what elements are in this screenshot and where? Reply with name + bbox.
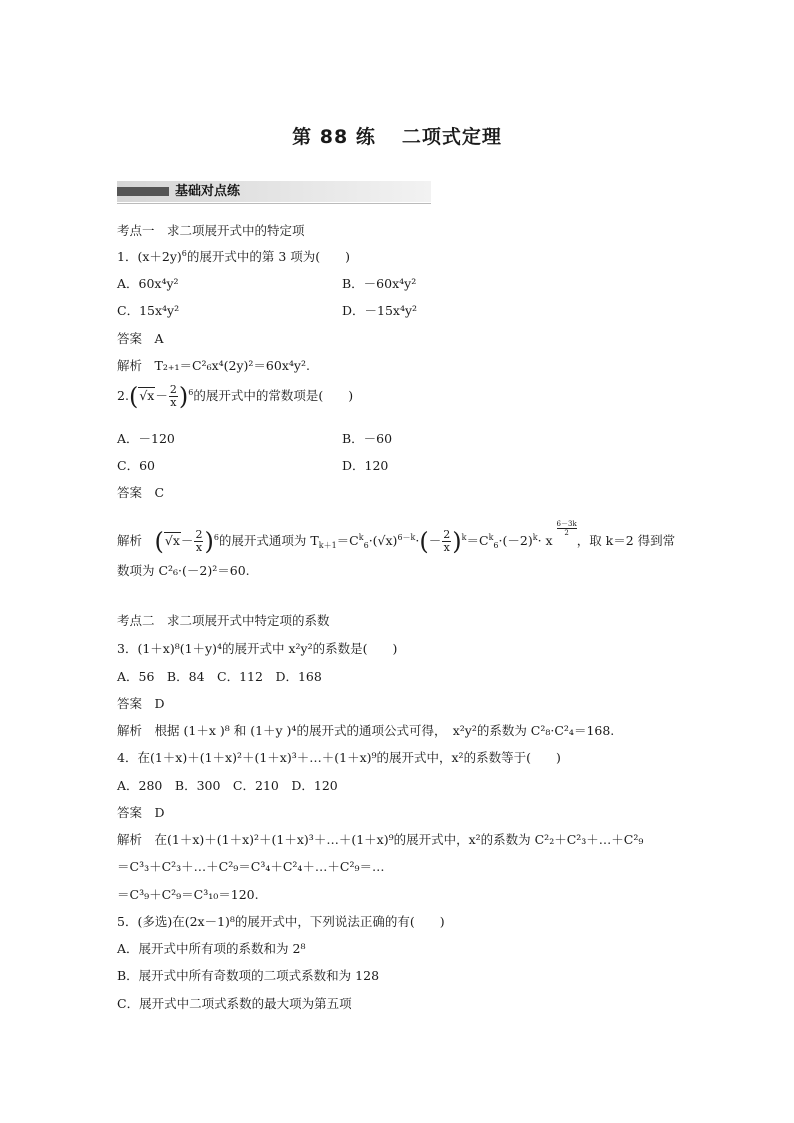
section-header-label: 基础对点练 bbox=[175, 184, 241, 199]
sqrt-x: √x bbox=[139, 388, 155, 403]
q1-stem-a: 1．(x＋2y) bbox=[117, 249, 182, 264]
q2-answer bbox=[117, 484, 164, 502]
q1-answer bbox=[117, 330, 164, 348]
q2-option-a: A．－120 bbox=[117, 431, 175, 446]
q4-options: A．280 B．300 C．210 D．120 bbox=[117, 778, 338, 793]
answer-label: 答案 bbox=[117, 696, 143, 711]
analysis-exponent: 6 bbox=[213, 533, 219, 542]
analysis-fraction bbox=[194, 529, 203, 554]
frac-denominator: x bbox=[195, 541, 203, 554]
analysis-label: 解析 bbox=[117, 533, 143, 548]
analysis-fraction-2 bbox=[442, 529, 451, 554]
answer-value: A bbox=[154, 331, 164, 346]
frac-numerator: 2 bbox=[169, 383, 177, 396]
section-divider bbox=[117, 203, 431, 204]
q4-answer bbox=[117, 804, 165, 822]
q5-option-a: A．展开式中所有项的系数和为 2⁸ bbox=[117, 941, 306, 956]
section-header-bar bbox=[117, 181, 431, 202]
q1-analysis bbox=[117, 357, 310, 375]
q1-option-d: D．－15x⁴y² bbox=[342, 303, 418, 318]
q2-option-b: B．－60 bbox=[342, 431, 393, 446]
q1-option-b: B．－60x⁴y² bbox=[342, 276, 417, 291]
question-4: 4．在(1＋x)＋(1＋x)²＋(1＋x)³＋…＋(1＋x)⁹的展开式中，x²的系数等于( ) bbox=[117, 750, 561, 765]
q4-analysis-line2: ＝C³₃＋C²₃＋…＋C²₉＝C³₄＋C²₄＋…＋C²₉＝… bbox=[117, 859, 385, 874]
analysis-tail: ，取 k＝2 得到常 bbox=[576, 533, 676, 548]
q5-option-b: B．展开式中所有奇数项的二项式系数和为 128 bbox=[117, 968, 380, 983]
q2-option-d: D．120 bbox=[342, 458, 389, 473]
frac-denominator: x bbox=[170, 396, 177, 409]
q4-analysis-line3: ＝C³₉＋C²₉＝C³₁₀＝120. bbox=[117, 887, 259, 902]
section-marker bbox=[117, 187, 169, 196]
analysis-label: 解析 bbox=[117, 358, 143, 373]
q3-analysis bbox=[117, 722, 614, 740]
analysis-text: 根据 (1＋x )⁸ 和 (1＋y )⁴的展开式的通项公式可得， x²y²的系数为 C²₈·C²₄＝168. bbox=[154, 723, 615, 738]
page-title bbox=[0, 122, 794, 149]
answer-value: D bbox=[154, 696, 165, 711]
q2-fraction bbox=[169, 384, 178, 409]
analysis-mid: 的展开式通项为 T bbox=[218, 533, 319, 548]
answer-value: C bbox=[154, 485, 165, 500]
question-5: 5．(多选)在(2x－1)⁸的展开式中，下列说法正确的有( ) bbox=[117, 914, 445, 929]
q2-analysis: 解析 (√x－ $\frac{2}{x}$ )$^6$的展开式通项为 $T_{k+1}=C^k_6\cdot(√x)^{6-k}\cdot(-$ $\frac{2}{x}$ )$^k=C^k_6\cdot(-2)^k\cdot x$ $\frac{6-3k}{2}$ ，取 k＝2 得到常 bbox=[117, 520, 676, 556]
q3-options: A．56 B．84 C．112 D．168 bbox=[117, 669, 322, 684]
analysis-text: T₂₊₁＝C²₆x⁴(2y)²＝60x⁴y². bbox=[154, 358, 310, 373]
frac-numerator: 2 bbox=[195, 528, 203, 541]
title-number: 第 88 练 bbox=[292, 126, 376, 148]
answer-label: 答案 bbox=[117, 805, 143, 820]
q1-stem-b: 的展开式中的第 3 项为( ) bbox=[186, 249, 351, 264]
frac-denominator: x bbox=[443, 541, 450, 554]
q4-analysis bbox=[117, 831, 643, 849]
q2-stem: 的展开式中的常数项是( ) bbox=[193, 388, 354, 403]
answer-label: 答案 bbox=[117, 485, 143, 500]
question-3: 3．(1＋x)⁸(1＋y)⁴的展开式中 x²y²的系数是( ) bbox=[117, 641, 398, 656]
q5-option-c: C．展开式中二项式系数的最大项为第五项 bbox=[117, 996, 352, 1011]
question-1 bbox=[117, 248, 350, 266]
q2-option-c: C．60 bbox=[117, 458, 155, 473]
q1-exponent: 6 bbox=[181, 249, 187, 258]
analysis-label: 解析 bbox=[117, 723, 143, 738]
q2-exponent: 6 bbox=[188, 388, 194, 397]
answer-value: D bbox=[154, 805, 165, 820]
q1-option-c: C．15x⁴y² bbox=[117, 303, 180, 318]
question-2: 2.(√x－ $\frac{2}{x}$ )$^6$的展开式中的常数项是( ) bbox=[117, 382, 354, 411]
frac-numerator: 2 bbox=[443, 528, 451, 541]
analysis-text: 在(1＋x)＋(1＋x)²＋(1＋x)³＋…＋(1＋x)⁹的展开式中，x²的系数为 C²₂＋C²₃＋…＋C²₉ bbox=[154, 832, 644, 847]
sqrt-x: √x bbox=[164, 533, 180, 548]
answer-label: 答案 bbox=[117, 331, 143, 346]
analysis-label: 解析 bbox=[117, 832, 143, 847]
q2-analysis-line2: 数项为 C²₆·(－2)²＝60. bbox=[117, 563, 250, 578]
q3-answer bbox=[117, 695, 165, 713]
exponent-fraction: $\frac{6-3k}{2}$ bbox=[556, 520, 577, 537]
title-topic: 二项式定理 bbox=[401, 126, 502, 148]
q2-number: 2. bbox=[117, 388, 129, 403]
q1-option-a: A．60x⁴y² bbox=[117, 276, 179, 291]
kaodian-1-heading: 考点一 求二项展开式中的特定项 bbox=[117, 223, 305, 238]
kaodian-2-heading: 考点二 求二项展开式中特定项的系数 bbox=[117, 613, 330, 628]
